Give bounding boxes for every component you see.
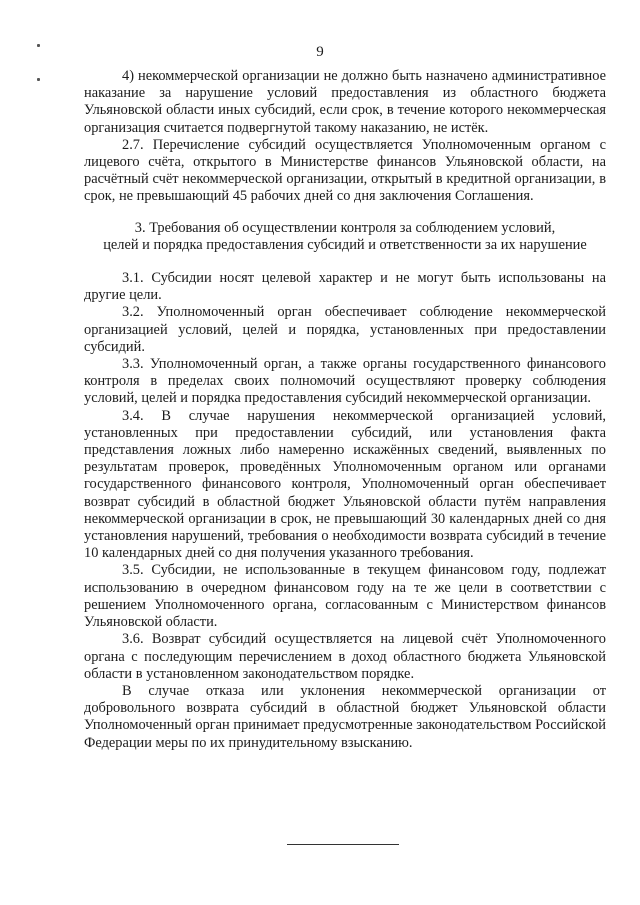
end-divider-line	[287, 844, 399, 845]
paragraph-2-7: 2.7. Перечисление субсидий осуществляется Уполномоченным органом с лицевого счёта, открытого в Министерстве финансов Ульяновской области, на расчётный счёт некоммерческой организации, открытый в кредитной организации, в срок, не превышающий 45 рабочих дней со дня заключения Соглашения.	[84, 136, 606, 205]
section-3-heading	[84, 220, 606, 254]
paragraph-3-4: 3.4. В случае нарушения некоммерческой организацией условий, установленных при предоставлении субсидий, или установления факта представления ложных либо намеренно искажённых сведений, выявленных по результатам проверок, проведённых Уполномоченным органом или органами государственного финансового контроля, Уполномоченный орган обеспечивает возврат субсидий в областной бюджет Ульяновской области путём направления некоммерческой организации в срок, не превышающий 30 календарных дней со дня установления нарушений, требования о необходимости возврата субсидий в течение 10 календарных дней со дня получения указанного требования.	[84, 407, 606, 562]
paragraph-3-6: 3.6. Возврат субсидий осуществляется на лицевой счёт Уполномоченного органа с последующим перечислением в доход областного бюджета Ульяновской области в установленном законодательством порядке.	[84, 631, 606, 682]
paragraph-2-6-item-4: 4) некоммерческой организации не должно быть назначено административное наказание за нарушение условий предоставления из областного бюджета Ульяновской области иных субсидий, если срок, в течение которого некоммерческая организация считается подвергнутой такому наказанию, не истёк.	[84, 68, 606, 136]
section-heading-line: целей и порядка предоставления субсидий и ответственности за их нарушение	[103, 236, 587, 253]
paragraph-3-2: 3.2. Уполномоченный орган обеспечивает соблюдение некоммерческой организацией условий, целей и порядка, установленных при предоставлении субсидий.	[84, 304, 606, 355]
document-body	[84, 68, 606, 752]
scan-speck	[37, 78, 40, 81]
section-heading-line: 3. Требования об осуществлении контроля за соблюдением условий,	[134, 219, 556, 236]
paragraph-refusal: В случае отказа или уклонения некоммерческой организации от добровольного возврата субсидий в областной бюджет Ульяновской области Уполномоченный орган принимает предусмотренные законодательством Российской Федерации меры по их принудительному взысканию.	[84, 682, 606, 751]
paragraph-3-3: 3.3. Уполномоченный орган, а также органы государственного финансового контроля в пределах своих полномочий осуществляют проверку соблюдения условий, целей и порядка предоставления субсидий некоммерческой организации.	[84, 356, 606, 407]
paragraph-3-5: 3.5. Субсидии, не использованные в текущем финансовом году, подлежат использованию в очередном финансовом году на те же цели в соответствии с решением Уполномоченного органа, согласованным с Министерством финансов Ульяновской области.	[84, 562, 606, 631]
paragraph-3-1: 3.1. Субсидии носят целевой характер и не могут быть использованы на другие цели.	[84, 270, 606, 304]
page-number: 9	[316, 44, 324, 60]
